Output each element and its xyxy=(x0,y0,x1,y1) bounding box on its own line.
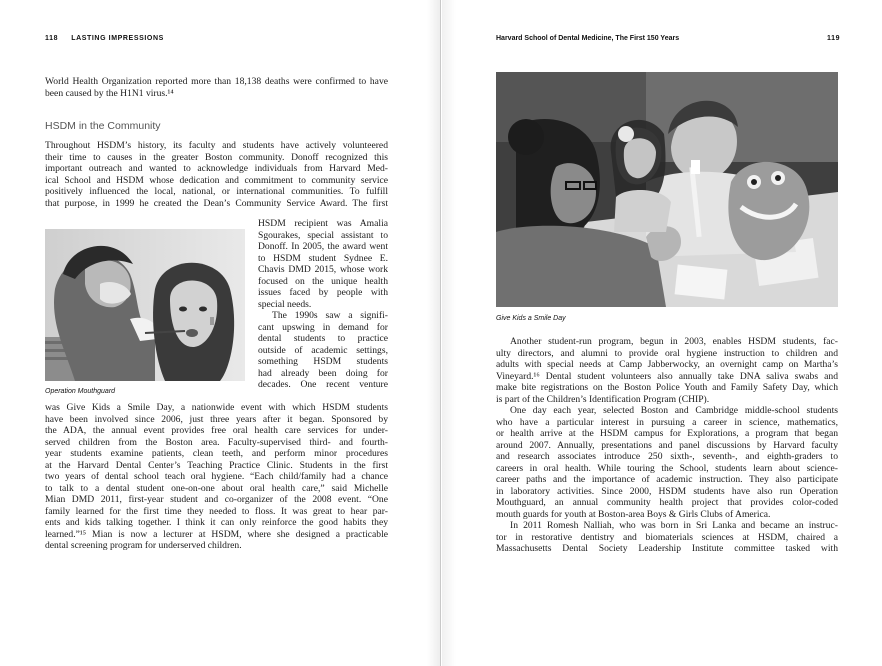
text-line: dental screening program for underserved children. xyxy=(45,540,242,551)
text-line: ical School and HSDM whose dedication and commitment to community service xyxy=(45,174,388,186)
text-line: In 2011 Romesh Nalliah, who was born in Sri Lanka and became an instruc- xyxy=(510,520,838,531)
right-body-text xyxy=(496,336,838,555)
text-line: something HSDM students xyxy=(258,356,388,367)
text-line: Donoff. In 2005, the award went xyxy=(258,241,388,252)
text-line: in laboratory activities. Since 2000, HSDM students have also run Operation xyxy=(496,485,838,497)
text-line: to HSDM student Sydnee E. xyxy=(258,252,388,264)
text-line: Vineyard.¹⁶ Dental student volunteers also annually take DNA saliva swabs and xyxy=(496,370,838,382)
text-line: mouth guards for youth at Boston-area Boys & Girls Clubs of America. xyxy=(496,508,771,520)
text-line: had already been doing for xyxy=(258,367,388,379)
text-line: served children from the Boston area. Faculty-supervised third- and fourth- xyxy=(45,436,388,448)
text-line: issues faced by people with xyxy=(258,287,388,298)
text-line: the ADA, the annual event provides free oral health care services for under- xyxy=(45,425,388,436)
intro-paragraph: World Health Organization reported more than 18,138 deaths were confirmed to have been caused by the H1N1 virus.¹⁴ xyxy=(45,76,388,99)
text-line: ents and kids talking together. I think it can only reinforce the good habits they xyxy=(45,517,388,528)
text-line: Chavis DMD 2015, whose work xyxy=(258,264,388,275)
text-line: that purpose, in 1999 he created the Dean’s Community Service Award. The first xyxy=(45,197,388,209)
text-line: was Give Kids a Smile Day, a nationwide event with which HSDM students xyxy=(45,402,388,413)
children-with-dragon-puppet-icon xyxy=(496,72,838,307)
text-line: positively influenced the local, national, or international communities. To fulfill xyxy=(45,186,388,197)
right-paragraph-3 xyxy=(496,520,838,555)
photo-operation-mouthguard xyxy=(45,229,245,381)
text-line: their time to causes in the greater Boston community. Donoff recognized this xyxy=(45,151,388,163)
text-line: outside of academic settings, xyxy=(258,344,388,356)
gutter-shadow-left xyxy=(427,0,441,666)
text-line: who have a particular interest in pursuing a career in science, mathematics, xyxy=(496,416,838,428)
text-line: make bite registrations on the Boston Police Youth and Family Safety Day, which xyxy=(496,382,838,393)
text-line: around 2007. Annually, presentations and panel discussions by Harvard faculty xyxy=(496,439,838,451)
text-line: two years of dental school teach oral hygiene. “Each child/family had a chance xyxy=(45,471,388,482)
text-line: special needs. xyxy=(258,298,312,310)
text-line: adults with special needs at Camp Jabberwocky, an overnight camp on Martha’s xyxy=(496,359,838,370)
left-running-head: LASTING IMPRESSIONS xyxy=(71,35,164,42)
text-line: Another student-run program, begun in 2003, enables HSDM students, fac- xyxy=(510,336,838,347)
text-line: year students examine patients, clean teeth, and perform minor procedures xyxy=(45,448,388,459)
dentist-examining-child-icon xyxy=(45,229,245,381)
text-line: One day each year, selected Boston and Cambridge middle-school students xyxy=(510,405,838,416)
text-line: The 1990s saw a signifi- xyxy=(272,310,388,321)
right-page xyxy=(441,0,882,666)
text-line: dental students to practice xyxy=(258,333,388,344)
text-line: Throughout HSDM’s history, its faculty and students have actively volunteered xyxy=(45,140,388,151)
caption-operation-mouthguard: Operation Mouthguard xyxy=(45,388,116,395)
community-paragraph-2 xyxy=(45,402,388,552)
text-line: important outreach and wanted to acknowledge individuals from Harvard Med- xyxy=(45,163,388,174)
community-paragraph-1 xyxy=(45,140,388,209)
caption-give-kids-a-smile-day: Give Kids a Smile Day xyxy=(496,315,566,322)
text-line: Massachusetts Dental Society Leadership Institute committee tasked with xyxy=(496,543,838,554)
text-line: decades. One recent venture xyxy=(258,379,388,390)
photo-give-kids-a-smile-day xyxy=(496,72,838,307)
text-line: ulty directors, and alumni to provide oral hygiene instruction to children and xyxy=(496,347,838,359)
right-paragraph-1 xyxy=(496,336,838,405)
text-line: or health arrive at the HSDM campus for Explorations, a program that began xyxy=(496,428,838,439)
text-line: career paths and the importance of academic instruction. They also participate xyxy=(496,474,838,485)
text-line: Mouthguard, an annual community health project that provides color-coded xyxy=(496,497,838,508)
right-paragraph-2 xyxy=(496,405,838,520)
right-page-number: 119 xyxy=(827,35,841,42)
text-line: family learned for the first time they needed to floss. It was great to hear par- xyxy=(45,505,388,517)
text-line: HSDM recipient was Amalia xyxy=(258,218,388,229)
text-line: is part of the Children’s Identification Program (CHIP). xyxy=(496,393,710,405)
text-line: cant upswing in demand for xyxy=(258,321,388,333)
wrap-text-column xyxy=(258,218,388,391)
section-heading: HSDM in the Community xyxy=(45,120,161,132)
left-folio xyxy=(45,35,164,42)
text-line: to talk to a dental student one-on-one about oral health care,” said Michelle xyxy=(45,482,388,494)
gutter-shadow-right xyxy=(442,0,456,666)
text-line: Sgourakes, special assistant to xyxy=(258,229,388,241)
text-line: careers in oral health. While touring the School, students learn about science- xyxy=(496,462,838,474)
text-line: and research associates introduce 250 sixth-, seventh-, and eighth-graders to xyxy=(496,451,838,462)
text-line: learned.”¹⁵ Mian is now a lecturer at HSDM, where she designed a practicable xyxy=(45,528,388,540)
right-running-head: Harvard School of Dental Medicine, The First 150 Years xyxy=(496,35,680,42)
text-line: have been involved since 2006, just three years after it began. Sponsored by xyxy=(45,413,388,425)
text-line: at the Harvard Dental Center’s Teaching Practice Clinic. Students in the first xyxy=(45,459,388,471)
text-line: tor in restorative dentistry and biomaterials sciences at HSDM, chaired a xyxy=(496,531,838,543)
left-page-number: 118 xyxy=(45,35,59,42)
text-line: focused on the unique health xyxy=(258,275,388,287)
text-line: Mian DMD 2011, first-year student and co-organizer of the 2008 event. “One xyxy=(45,494,388,505)
